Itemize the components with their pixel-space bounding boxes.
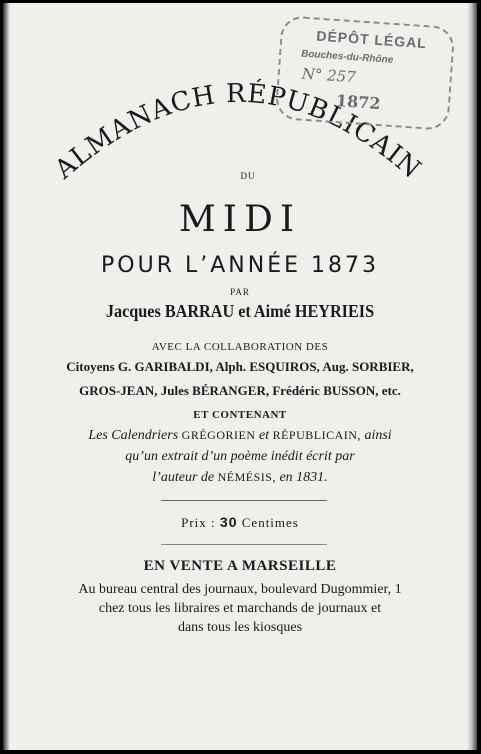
stamp-line-4: 1872 [335,91,382,114]
divider-top [161,500,327,501]
description-line-1 [3,428,477,444]
contents-label: ET CONTENANT [193,409,287,421]
desc-text: et [258,428,270,443]
desc-text: ainsi [364,428,392,443]
stamp-line-1: DÉPÔT LÉGAL [315,27,428,52]
main-title: MIDI [178,199,302,240]
title-page [3,3,477,750]
desc-text: l’auteur de [152,470,215,485]
price-label: Prix : [181,515,216,530]
desc-gregorian: GRÉGORIEN [181,428,256,442]
year-line: POUR L’ANNÉE 1873 [101,253,379,278]
sale-heading: EN VENTE A MARSEILLE [143,558,337,574]
du-label: DU [240,171,256,181]
divider-bottom [161,544,327,545]
collaboration-label: AVEC LA COLLABORATION DES [151,341,329,353]
address-line-2: chez tous les libraires et marchands de journaux et [98,601,382,616]
legal-deposit-stamp [275,15,456,131]
collaborators-line-1: Citoyens G. GARIBALDI, Alph. ESQUIROS, Aug. SORBIER, [66,359,414,374]
desc-text: en 1831. [279,470,328,485]
price-amount: 30 [219,514,238,530]
collaborators-line-2: GROS-JEAN, Jules BÉRANGER, Frédéric BUSSON, etc. [79,383,401,398]
desc-nemesis: NÉMÉSIS, [217,470,276,484]
arched-title-text: ALMANACH RÉPUBLICAIN [49,78,427,186]
authors-line: Jacques BARRAU et Aimé HEYRIEIS [105,301,375,321]
description-line-2: qu’un extrait d’un poème inédit écrit par [125,449,355,464]
stamp-line-3: N° 257 [301,64,357,87]
desc-text: Les Calendriers [88,428,179,443]
par-label: PAR [230,287,250,297]
description-line-3 [3,470,477,486]
desc-republican: RÉPUBLICAIN, [272,428,361,442]
price-unit: Centimes [241,515,299,530]
stamp-line-2: Bouches-du-Rhône [300,48,394,66]
address-line-1: Au bureau central des journaux, boulevard Dugommier, 1 [78,582,402,597]
price-line [3,514,477,531]
address-line-3: dans tous les kiosques [177,620,303,635]
